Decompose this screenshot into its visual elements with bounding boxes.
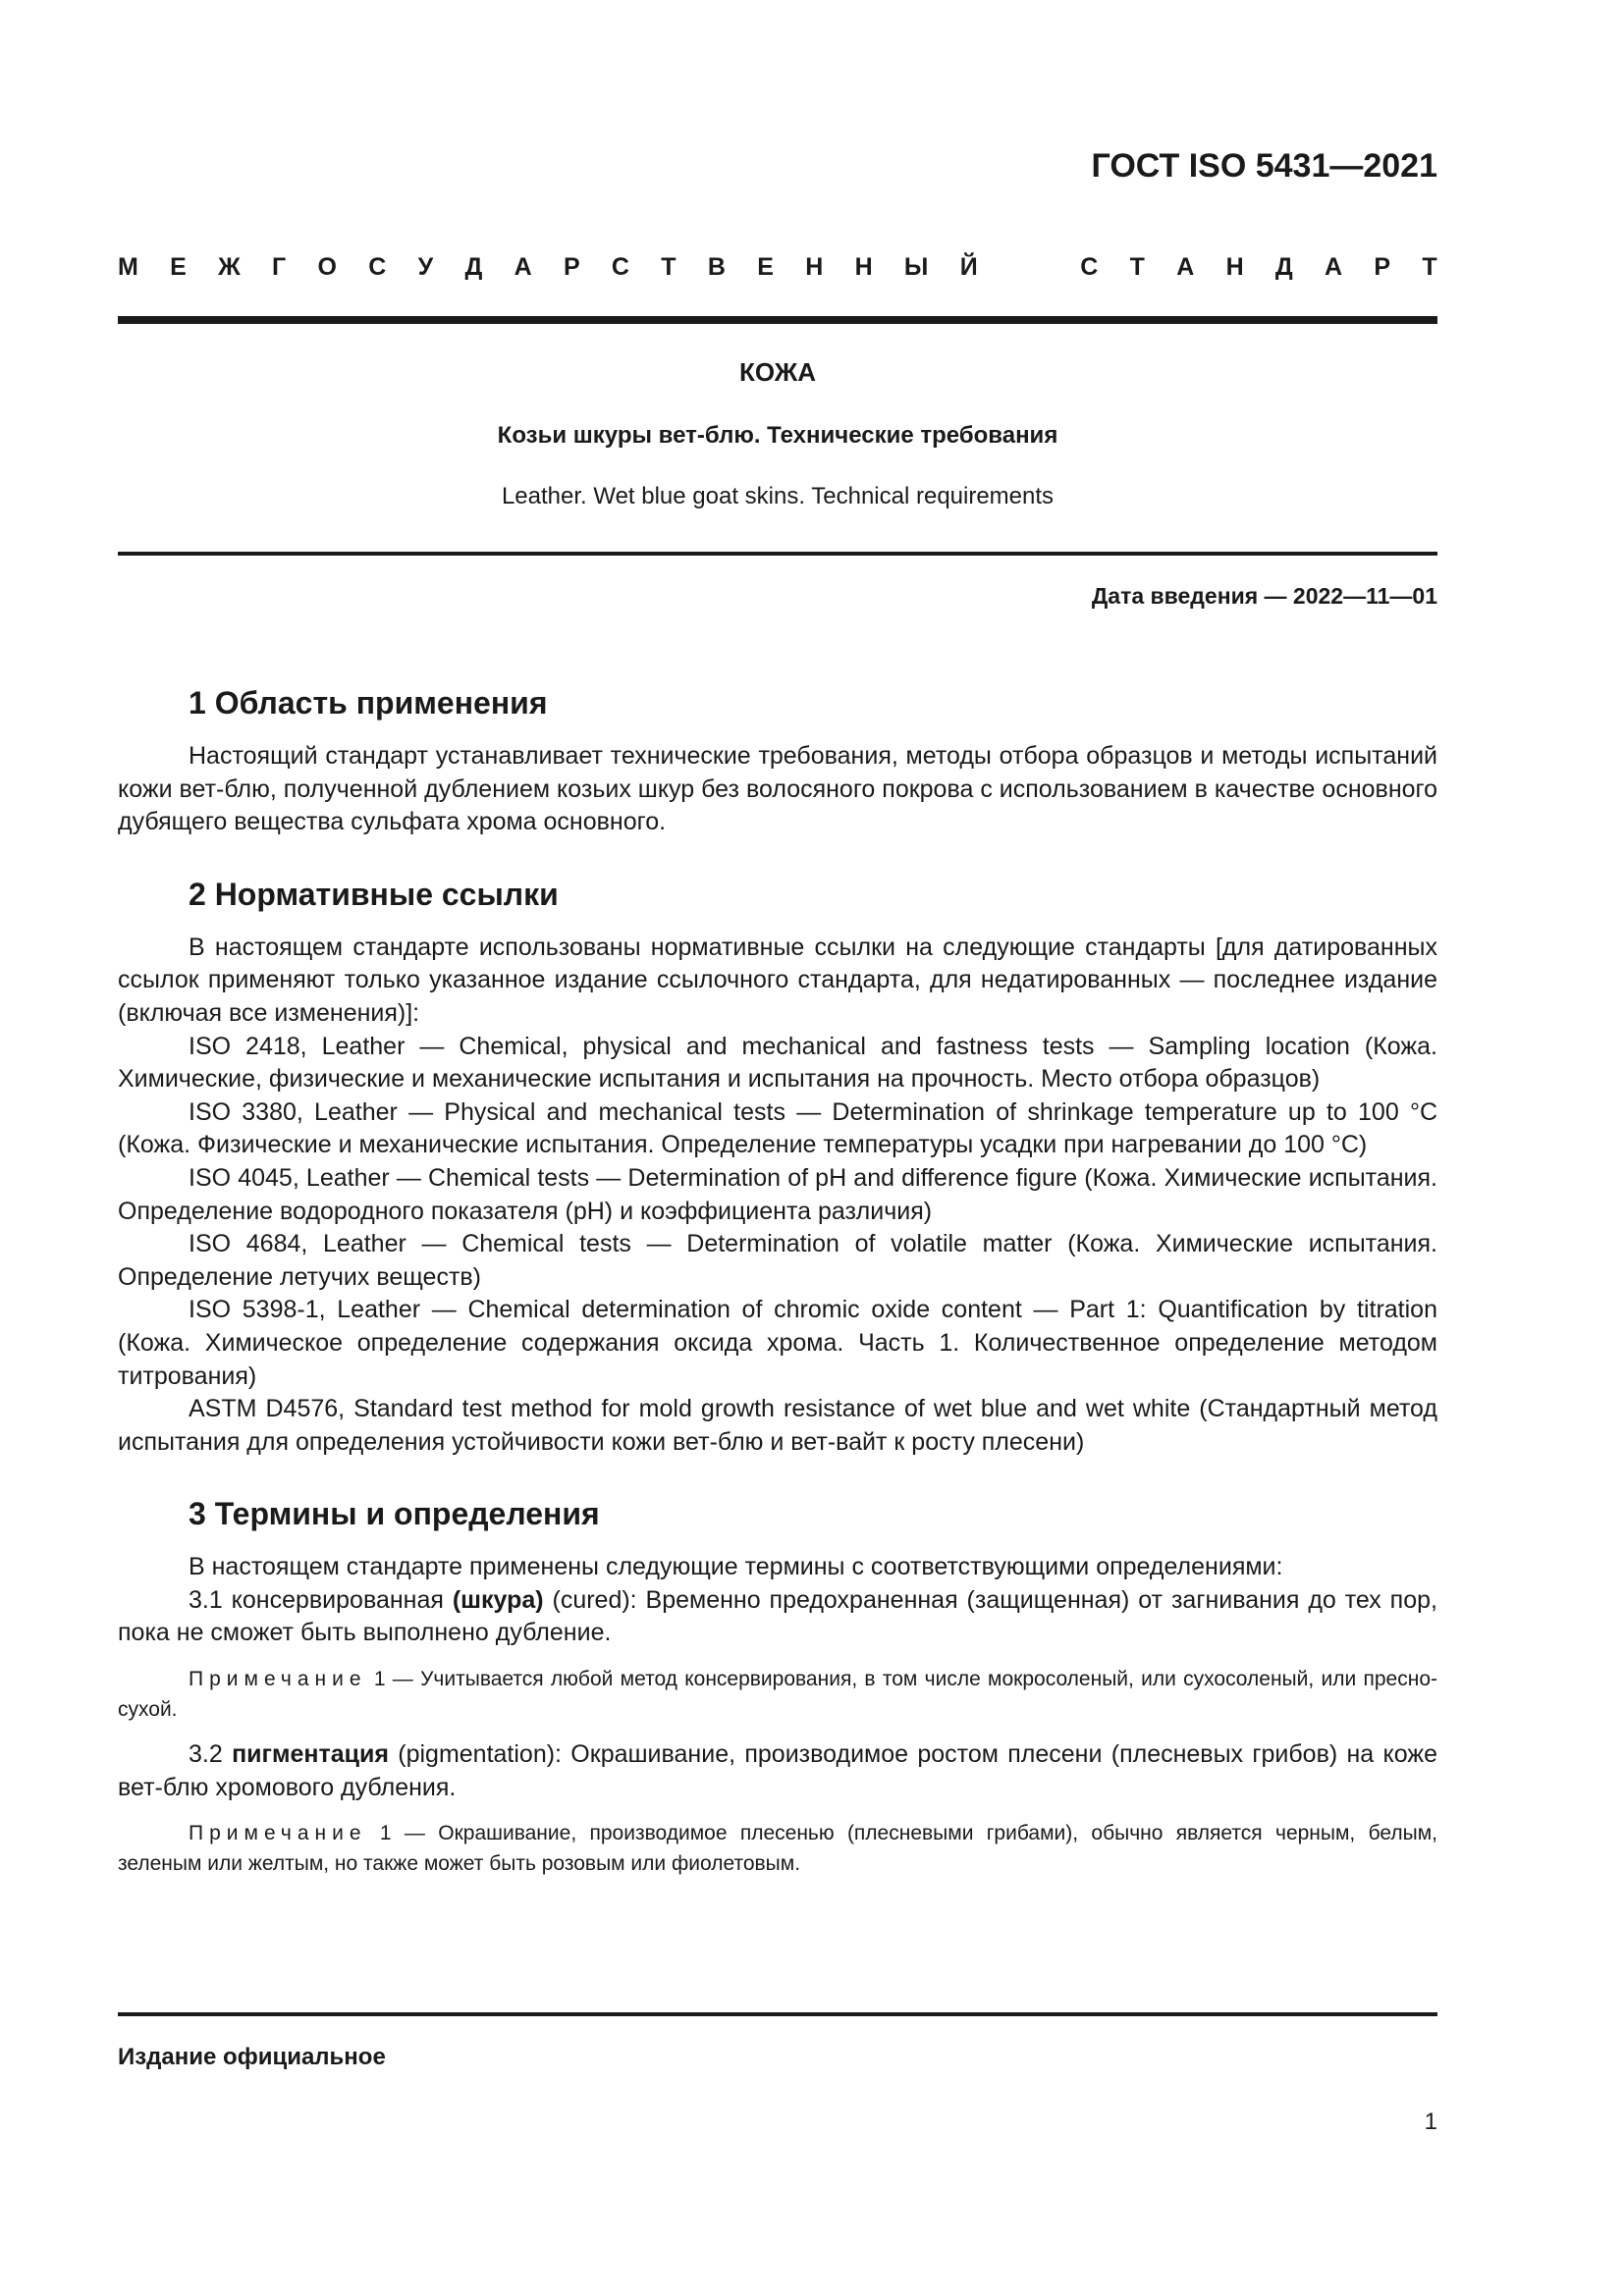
document-title: КОЖА bbox=[738, 357, 817, 387]
heading-letter: Т bbox=[1422, 253, 1437, 281]
heading-letter: С bbox=[368, 253, 387, 281]
section-1-heading: 1 Область применения bbox=[189, 685, 548, 721]
heading-letter: М bbox=[118, 253, 138, 281]
term-3-1: 3.1 консервированная (шкура) (cured): Временно предохраненная (защищенная) от загнивания до тех пор, пока не сможет быть выполнено дубление. bbox=[118, 1585, 1437, 1647]
heading-letter: Е bbox=[170, 253, 187, 281]
heading-letter: Т bbox=[661, 253, 677, 281]
heading-letter: Д bbox=[1274, 253, 1293, 281]
heading-letter: Е bbox=[757, 253, 774, 281]
document-subtitle-ru: Козьи шкуры вет-блю. Технические требования bbox=[497, 422, 1058, 449]
heading-letter: Г bbox=[272, 253, 287, 281]
heading-letter: О bbox=[317, 253, 337, 281]
document-number: ГОСТ ISO 5431—2021 bbox=[1091, 147, 1437, 185]
heading-letter: Ж bbox=[218, 253, 241, 281]
heading-letter: Р bbox=[563, 253, 580, 281]
document-body bbox=[118, 683, 1437, 1893]
heading-letter: Н bbox=[854, 253, 873, 281]
reference-item: ISO 5398-1, Leather — Chemical determination of chromic oxide content — Part 1: Quantification by titration (Кожа. Химическое определение содержания оксида хрома. Часть 1. Количественное определение методом титрования) bbox=[118, 1296, 1437, 1390]
reference-item: ISO 2418, Leather — Chemical, physical and mechanical and fastness tests — Sampling location (Кожа. Химические, физические и механические испытания и испытания на прочность. Место отбора образцов) bbox=[118, 1032, 1437, 1094]
section-gap bbox=[118, 839, 1437, 875]
term-3-2: 3.2 пигментация (pigmentation): Окрашивание, производимое ростом плесени (плесневых грибов) на коже вет-блю хромового дубления. bbox=[118, 1740, 1437, 1801]
word-gap bbox=[1009, 253, 1049, 282]
heading-letter: С bbox=[1080, 253, 1099, 281]
reference-item: ISO 4684, Leather — Chemical tests — Determination of volatile matter (Кожа. Химические испытания. Определение летучих веществ) bbox=[118, 1230, 1437, 1291]
section-2-heading: 2 Нормативные ссылки bbox=[189, 876, 559, 912]
heading-letter: У bbox=[417, 253, 434, 281]
document-subtitle-en: Leather. Wet blue goat skins. Technical requirements bbox=[501, 483, 1055, 509]
footer-rule bbox=[118, 2012, 1437, 2016]
note-3-2: Примечание 1 — Окрашивание, производимое плесенью (плесневыми грибами), обычно является черным, белым, зеленым или желтым, но также может быть розовым или фиолетовым. bbox=[118, 1822, 1437, 1876]
official-edition-label: Издание официальное bbox=[118, 2044, 386, 2070]
section-2-intro: В настоящем стандарте использованы нормативные ссылки на следующие стандарты [для датированных ссылок применяют только указанное издание ссылочного стандарта, для недатированных — последнее издание (включая все изменения)]: bbox=[118, 933, 1437, 1027]
heading-letter: А bbox=[1176, 253, 1195, 281]
heading-letter: А bbox=[514, 253, 532, 281]
heading-letter: Н bbox=[1225, 253, 1244, 281]
section-1-text: Настоящий стандарт устанавливает технические требования, методы отбора образцов и методы испытаний кожи вет-блю, полученной дублением козьих шкур без волосяного покрова с использованием в качестве основного дубящего вещества сульфата хрома основного. bbox=[118, 742, 1437, 836]
heading-letter: Н bbox=[805, 253, 824, 281]
heading-letter: Ы bbox=[903, 253, 929, 281]
reference-item: ISO 4045, Leather — Chemical tests — Determination of pH and difference figure (Кожа. Химические испытания. Определение водородного показателя (pH) и коэффициента различия) bbox=[118, 1163, 1437, 1225]
reference-item: ISO 3380, Leather — Physical and mechanical tests — Determination of shrinkage temperature up to 100 °C (Кожа. Физические и механические испытания. Определение температуры усадки при нагревании до 100 °C) bbox=[118, 1097, 1437, 1159]
heading-letter: Д bbox=[464, 253, 483, 281]
interstate-standard-heading bbox=[118, 253, 1437, 282]
section-3-intro: В настоящем стандарте применены следующие термины с соответствующими определениями: bbox=[189, 1553, 1283, 1581]
heading-letter: Т bbox=[1129, 253, 1145, 281]
heading-letter: Й bbox=[959, 253, 978, 281]
page-number: 1 bbox=[1424, 2109, 1437, 2135]
heading-letter: А bbox=[1325, 253, 1343, 281]
reference-item: ASTM D4576, Standard test method for mold growth resistance of wet blue and wet white (Стандартный метод испытания для определения устойчивости кожи вет-блю и вет-вайт к росту плесени) bbox=[118, 1395, 1437, 1456]
note-3-1: Примечание 1 — Учитывается любой метод консервирования, в том числе мокросоленый, или сухосоленый, или пресно-сухой. bbox=[118, 1668, 1437, 1722]
heading-letter: В bbox=[707, 253, 726, 281]
top-thick-rule bbox=[118, 316, 1437, 324]
introduction-date: Дата введения — 2022—11—01 bbox=[1091, 583, 1437, 609]
section-3-heading: 3 Термины и определения bbox=[189, 1496, 600, 1532]
section-gap bbox=[118, 1459, 1437, 1494]
heading-letter: Р bbox=[1374, 253, 1391, 281]
title-rule bbox=[118, 552, 1437, 556]
heading-letter: С bbox=[611, 253, 629, 281]
